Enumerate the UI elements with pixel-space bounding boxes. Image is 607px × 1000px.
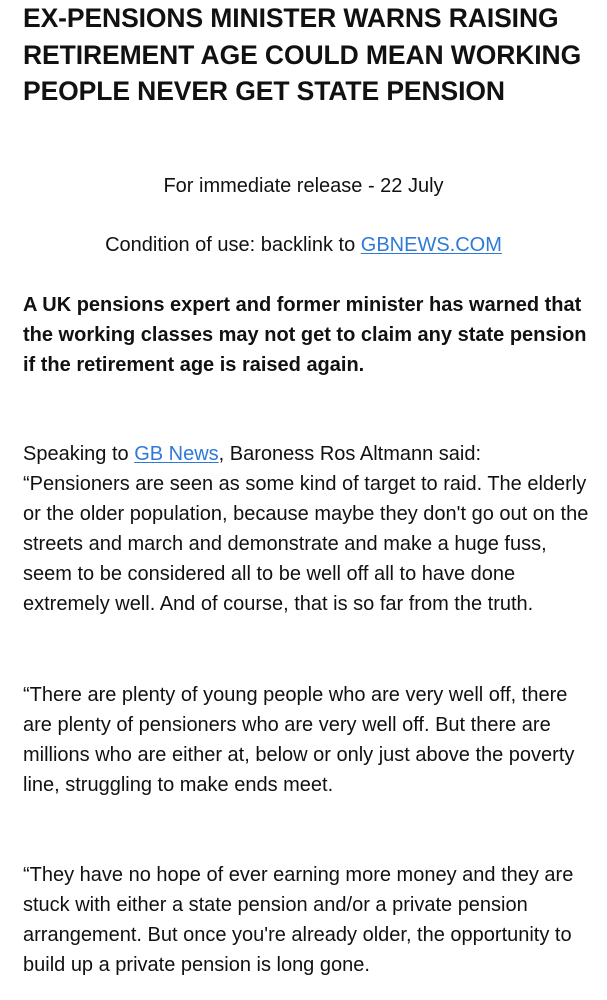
gbnews-backlink[interactable]: GBNEWS.COM [360,234,502,256]
gb-news-link[interactable]: GB News [134,443,219,465]
body-paragraph-3: “They have no hope of ever earning more money and they are stuck with either a state pension and/or a private pension arrangement. But once you're already older, the opportunity to build up a private pension is long gone. [23,864,574,976]
lead-paragraph: A UK pensions expert and former minister has warned that the working classes may not get to claim any state pension if the retirement age is raised again. [23,294,587,376]
quote-text: , Baroness Ros Altmann said: “Pensioners are seen as some kind of target to raid. The elderly or the older population, because maybe they don't go out on the streets and march and demonstrate and make a huge fuss, seem to be considered all to be well off all to have done extremely well. And of course, that is so far from the truth. [23,443,589,615]
body-paragraph-2: “There are plenty of young people who are very well off, there are plenty of pensioners who are very well off. But there are millions who are either at, below or only just above the poverty line, struggling to make ends meet. [23,684,575,796]
paragraph-prefix: Speaking to [23,443,135,465]
condition-label: Condition of use: backlink to [105,234,361,256]
article-headline: EX-PENSIONS MINISTER WARNS RAISING RETIREMENT AGE COULD MEAN WORKING PEOPLE NEVER GET STATE PENSION [23,3,582,106]
body-paragraph-1 [23,439,593,619]
release-date-line: For immediate release - 22 July [163,175,444,197]
condition-of-use-line [0,231,607,259]
